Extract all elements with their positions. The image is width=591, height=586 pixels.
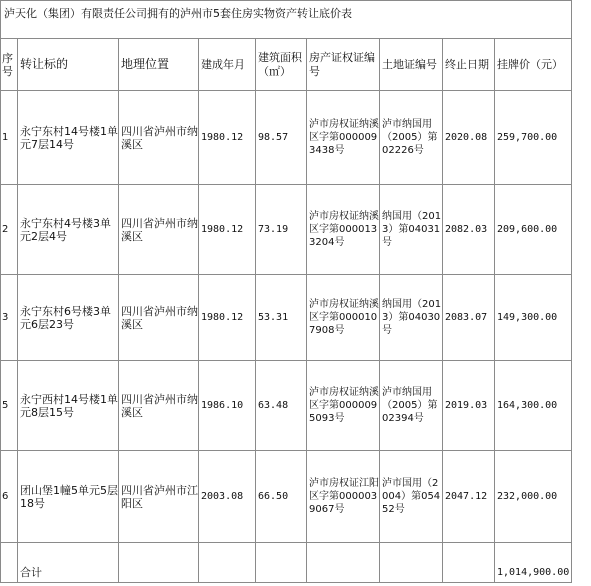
header-price: 挂牌价（元） bbox=[495, 39, 572, 91]
cell-built: 2003.08 bbox=[199, 451, 256, 543]
cell-house-cert: 泸市房权证纳溪区字第0000093438号 bbox=[307, 91, 380, 185]
header-target bbox=[18, 39, 119, 91]
cell-end-date: 2082.03 bbox=[443, 185, 495, 275]
header-area: 建筑面积（㎡） bbox=[256, 39, 307, 91]
total-price: 1,014,900.00 bbox=[497, 567, 570, 578]
table-title-text: 泸天化（集团）有限责任公司拥有的泸州市5套住房实物资产转让底价表 bbox=[4, 7, 352, 20]
cell-target: 永宁东村6号楼3单元6层23号 bbox=[18, 275, 119, 361]
header-seq: 序号 bbox=[1, 39, 18, 91]
cell-built: 1980.12 bbox=[199, 275, 256, 361]
cell-land-cert: 泸市国用（2004）第05452号 bbox=[380, 451, 443, 543]
cell-built: 1980.12 bbox=[199, 91, 256, 185]
cell-area: 98.57 bbox=[256, 91, 307, 185]
cell-house-cert: 泸市房权证纳溪区字第0000095093号 bbox=[307, 361, 380, 451]
cell-target: 永宁东村14号楼1单元7层14号 bbox=[18, 91, 119, 185]
table-row bbox=[1, 451, 572, 543]
cell-house-cert: 泸市房权证江阳区字第0000039067号 bbox=[307, 451, 380, 543]
cell-built: 1980.12 bbox=[199, 185, 256, 275]
cell-total-empty-end bbox=[443, 543, 495, 583]
cell-land-cert: 泸市纳国用（2005）第02226号 bbox=[380, 91, 443, 185]
cell-built: 1986.10 bbox=[199, 361, 256, 451]
total-row bbox=[1, 543, 572, 583]
cell-total-price bbox=[495, 543, 572, 583]
cell-location: 四川省泸州市江阳区 bbox=[119, 451, 199, 543]
cell-end-date: 2047.12 bbox=[443, 451, 495, 543]
cell-total-empty-house bbox=[307, 543, 380, 583]
header-end-date: 终止日期 bbox=[443, 39, 495, 91]
header-target-text: 转让标的 bbox=[20, 57, 69, 71]
total-label: 合计 bbox=[20, 566, 42, 579]
table-title bbox=[1, 1, 572, 39]
cell-end-date: 2020.08 bbox=[443, 91, 495, 185]
cell-end-date: 2019.03 bbox=[443, 361, 495, 451]
header-location-text: 地理位置 bbox=[121, 57, 170, 71]
cell-land-cert: 泸市纳国用（2005）第02394号 bbox=[380, 361, 443, 451]
cell-total-blank bbox=[1, 543, 18, 583]
cell-end-date: 2083.07 bbox=[443, 275, 495, 361]
cell-target: 永宁西村14号楼1单元8层15号 bbox=[18, 361, 119, 451]
table-row bbox=[1, 361, 572, 451]
cell-seq: 3 bbox=[1, 275, 18, 361]
table-row bbox=[1, 185, 572, 275]
cell-area: 73.19 bbox=[256, 185, 307, 275]
header-built: 建成年月 bbox=[199, 39, 256, 91]
cell-land-cert: 纳国用（2013）第04031号 bbox=[380, 185, 443, 275]
cell-area: 66.50 bbox=[256, 451, 307, 543]
cell-seq: 6 bbox=[1, 451, 18, 543]
cell-target: 永宁东村4号楼3单元2层4号 bbox=[18, 185, 119, 275]
cell-price: 164,300.00 bbox=[495, 361, 572, 451]
cell-location: 四川省泸州市纳溪区 bbox=[119, 361, 199, 451]
cell-seq: 2 bbox=[1, 185, 18, 275]
cell-total-empty-built bbox=[199, 543, 256, 583]
cell-total-empty-land bbox=[380, 543, 443, 583]
cell-total-empty-location bbox=[119, 543, 199, 583]
cell-total-empty-area bbox=[256, 543, 307, 583]
cell-price: 259,700.00 bbox=[495, 91, 572, 185]
cell-seq: 5 bbox=[1, 361, 18, 451]
header-location bbox=[119, 39, 199, 91]
cell-total-label bbox=[18, 543, 119, 583]
cell-house-cert: 泸市房权证纳溪区字第0000107908号 bbox=[307, 275, 380, 361]
header-house-cert: 房产证权证编号 bbox=[307, 39, 380, 91]
cell-price: 232,000.00 bbox=[495, 451, 572, 543]
cell-area: 63.48 bbox=[256, 361, 307, 451]
cell-target: 团山堡1幢5单元5层18号 bbox=[18, 451, 119, 543]
cell-area: 53.31 bbox=[256, 275, 307, 361]
cell-price: 209,600.00 bbox=[495, 185, 572, 275]
cell-location: 四川省泸州市纳溪区 bbox=[119, 185, 199, 275]
cell-house-cert: 泸市房权证纳溪区字第0000133204号 bbox=[307, 185, 380, 275]
cell-location: 四川省泸州市纳溪区 bbox=[119, 275, 199, 361]
cell-price: 149,300.00 bbox=[495, 275, 572, 361]
cell-land-cert: 纳国用（2013）第04030号 bbox=[380, 275, 443, 361]
cell-seq: 1 bbox=[1, 91, 18, 185]
header-land-cert: 土地证编号 bbox=[380, 39, 443, 91]
table-row bbox=[1, 91, 572, 185]
table-row bbox=[1, 275, 572, 361]
cell-location: 四川省泸州市纳溪区 bbox=[119, 91, 199, 185]
